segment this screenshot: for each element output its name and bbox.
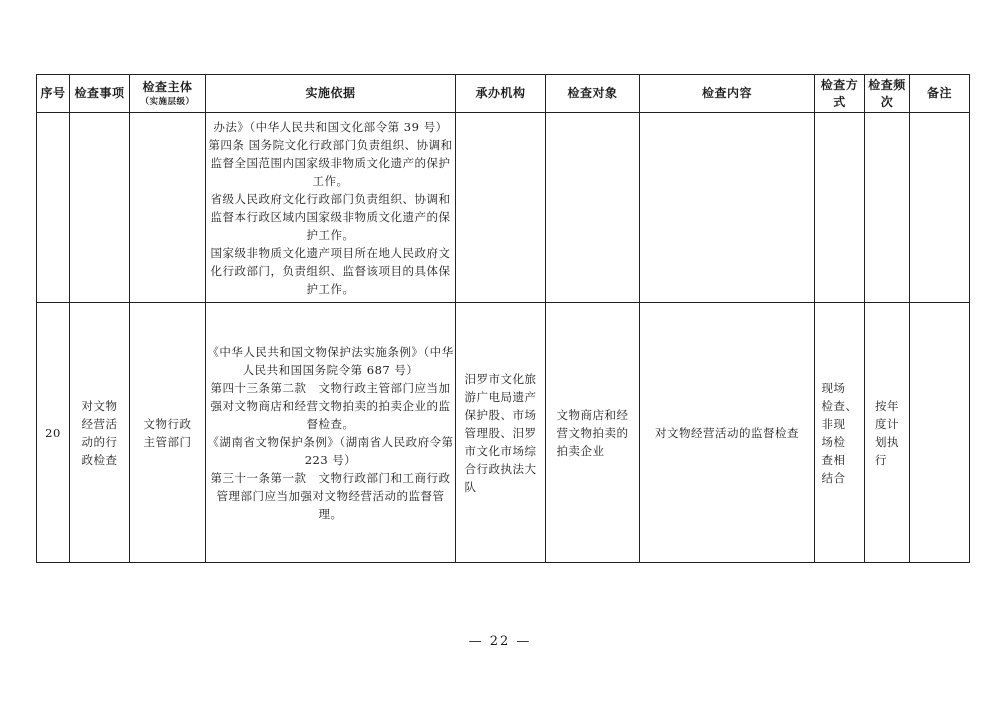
cell-freq — [865, 303, 910, 563]
agency-line: 保护股、市场 — [464, 407, 537, 422]
cell-note — [910, 113, 970, 303]
header-note: 备注 — [910, 75, 970, 113]
cell-item — [70, 303, 130, 563]
inspection-table — [36, 74, 970, 563]
cell-subject — [130, 113, 206, 303]
method-line: 查相 — [821, 452, 846, 467]
header-content: 检查内容 — [640, 75, 815, 113]
header-subject — [130, 75, 206, 113]
cell-basis — [206, 303, 456, 563]
freq-line: 度计 — [875, 416, 899, 431]
cell-basis — [206, 113, 456, 303]
header-basis: 实施依据 — [206, 75, 456, 113]
agency-line: 汨罗市文化旅 — [464, 371, 537, 386]
basis-line: 第四十三条第二款 文物行政主管部门应当加强对文物商店和经营文物拍卖的拍卖企业的监督检查。 — [210, 380, 451, 431]
item-text — [82, 397, 118, 469]
method-line: 结合 — [821, 470, 846, 485]
item-line: 动的行 — [81, 434, 118, 449]
item-line: 政检查 — [81, 452, 118, 467]
agency-line: 合行政执法大 — [464, 461, 537, 476]
cell-target — [546, 113, 640, 303]
method-line: 检查、 — [821, 398, 858, 413]
cell-note — [910, 303, 970, 563]
header-freq: 检查频次 — [865, 75, 910, 113]
header-item: 检查事项 — [70, 75, 130, 113]
cell-seq — [37, 113, 70, 303]
page-number: — 22 — — [468, 634, 532, 649]
agency-line: 市文化市场综 — [464, 443, 537, 458]
header-target: 检查对象 — [546, 75, 640, 113]
header-subject-main: 检查主体 — [142, 80, 193, 94]
basis-line: 第四条 国务院文化行政部门负责组织、协调和监督全国范围内国家级非物质文化遗产的保护工作。 — [208, 137, 453, 188]
cell-agency — [456, 113, 546, 303]
freq-text — [875, 397, 899, 469]
basis-line: 《中华人民共和国文物保护法实施条例》（中华人民共和国国务院令第 687 号） — [207, 344, 454, 377]
target-line: 拍卖企业 — [556, 443, 605, 458]
cell-content — [640, 113, 815, 303]
method-line: 非现 — [821, 416, 846, 431]
header-subject-sub: （实施层级） — [140, 97, 195, 107]
header-seq: 序号 — [37, 75, 70, 113]
freq-line: 划执 — [875, 434, 899, 449]
freq-line: 按年 — [875, 398, 899, 413]
cell-subject — [130, 303, 206, 563]
agency-line: 队 — [464, 479, 477, 494]
item-line: 经营活 — [81, 416, 118, 431]
method-text — [822, 379, 858, 487]
subject-line: 主管部门 — [143, 434, 192, 449]
target-line: 营文物拍卖的 — [556, 425, 629, 440]
subject-line: 文物行政 — [143, 416, 192, 431]
freq-line: 行 — [875, 452, 887, 467]
table-row — [37, 113, 970, 303]
cell-agency — [456, 303, 546, 563]
header-method: 检查方式 — [815, 75, 865, 113]
basis-line: 第三十一条第一款 文物行政部门和工商行政管理部门应当加强对文物经营活动的监督管理。 — [210, 470, 451, 521]
method-line: 场检 — [821, 434, 846, 449]
cell-item — [70, 113, 130, 303]
target-text — [557, 406, 629, 460]
cell-target — [546, 303, 640, 563]
basis-line: 国家级非物质文化遗产项目所在地人民政府文化行政部门，负责组织、监督该项目的具体保护工作。 — [210, 245, 451, 296]
cell-seq: 20 — [37, 303, 70, 563]
agency-text — [465, 370, 537, 496]
basis-line: 省级人民政府文化行政部门负责组织、协调和监督本行政区域内国家级非物质文化遗产的保护工作。 — [210, 191, 451, 242]
basis-line: 办法》（中华人民共和国文化部令第 39 号） — [213, 119, 448, 134]
subject-text — [144, 415, 192, 451]
agency-line: 管理股、汨罗 — [464, 425, 537, 440]
header-agency: 承办机构 — [456, 75, 546, 113]
item-line: 对文物 — [81, 398, 118, 413]
cell-method — [815, 113, 865, 303]
agency-line: 游广电局遗产 — [464, 389, 537, 404]
cell-content: 对文物经营活动的监督检查 — [640, 303, 815, 563]
table-row — [37, 303, 970, 563]
target-line: 文物商店和经 — [556, 407, 629, 422]
table-header-row — [37, 75, 970, 113]
cell-freq — [865, 113, 910, 303]
basis-line: 《湖南省文物保护条例》（湖南省人民政府令第 223 号） — [207, 434, 454, 467]
cell-method — [815, 303, 865, 563]
method-line: 现场 — [821, 380, 846, 395]
